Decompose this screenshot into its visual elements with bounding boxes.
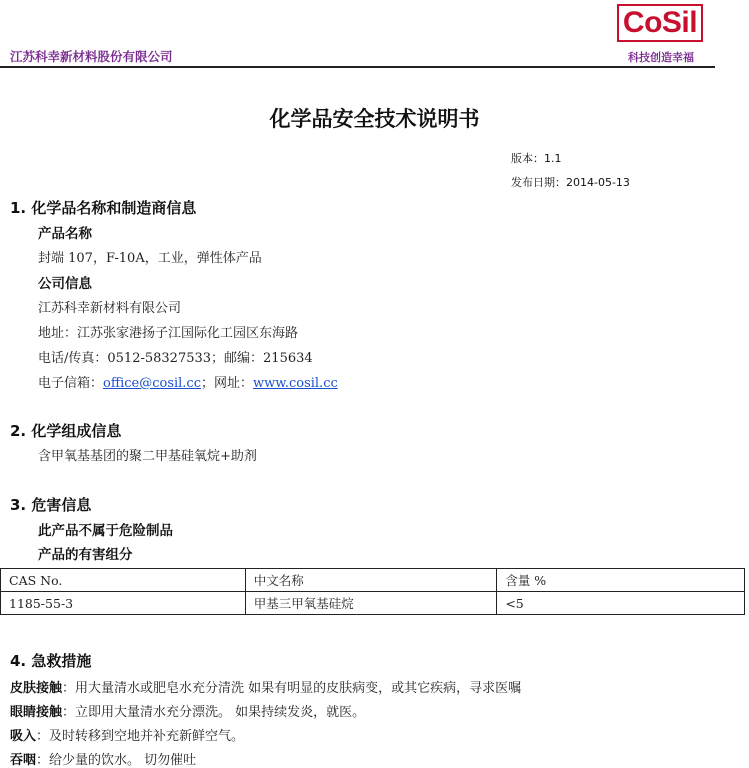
- hazard-note: 此产品不属于危险制品: [38, 523, 173, 539]
- table-cell: 甲基三甲氧基硅烷: [245, 592, 497, 615]
- table-header-cell: 含量 %: [497, 569, 745, 592]
- first-aid-text: ：给少量的饮水。 切勿催吐: [36, 753, 197, 768]
- product-name-label: 产品名称: [38, 226, 92, 242]
- first-aid-text: ：及时转移到空地并补充新鲜空气。: [36, 729, 245, 744]
- version-label: 版本：1.1: [511, 152, 562, 165]
- first-aid-label: 吸入: [10, 729, 37, 744]
- company-address: 地址：江苏张家港扬子江国际化工园区东海路: [38, 326, 299, 341]
- first-aid-text: ：立即用大量清水充分漂洗。 如果持续发炎，就医。: [62, 705, 366, 720]
- section-3-title: 3. 危害信息: [10, 496, 92, 514]
- first-aid-inhale: [10, 725, 244, 744]
- first-aid-text: ：用大量清水或肥皂水充分清洗 如果有明显的皮肤病变，或其它疾病，寻求医嘱: [62, 681, 522, 696]
- first-aid-swallow: [10, 749, 196, 768]
- company-info-label: 公司信息: [38, 276, 92, 292]
- header-divider: [0, 66, 715, 68]
- company-info-name: 江苏科幸新材料有限公司: [38, 301, 182, 316]
- first-aid-skin: [10, 677, 521, 696]
- first-aid-label: 眼睛接触: [10, 705, 63, 720]
- company-name: 江苏科幸新材料股份有限公司: [10, 49, 173, 64]
- section-1-title: 1. 化学品名称和制造商信息: [10, 199, 197, 217]
- email-prefix: 电子信箱：: [38, 376, 104, 391]
- table-cell: <5: [497, 592, 745, 615]
- website-link[interactable]: www.cosil.cc: [253, 376, 338, 391]
- document-title: 化学品安全技术说明书: [269, 107, 480, 131]
- first-aid-label: 吞咽: [10, 753, 37, 768]
- table-header-cell: CAS No.: [1, 569, 246, 592]
- hazard-components-label: 产品的有害组分: [38, 547, 133, 563]
- hazard-table: [0, 568, 745, 615]
- release-date: 发布日期：2014-05-13: [511, 176, 630, 189]
- product-name-value: 封端 107，F-10A，工业，弹性体产品: [38, 251, 262, 266]
- table-header-cell: 中文名称: [245, 569, 497, 592]
- table-cell: 1185-55-3: [1, 592, 246, 615]
- web-prefix: ；网址：: [201, 376, 254, 391]
- section-4-title: 4. 急救措施: [10, 652, 92, 670]
- logo-text: CoSil: [622, 6, 698, 39]
- cosil-logo: [617, 4, 703, 42]
- section-2-title: 2. 化学组成信息: [10, 422, 122, 440]
- contact-line: [38, 372, 338, 391]
- table-header-row: [1, 569, 745, 592]
- first-aid-label: 皮肤接触: [10, 681, 63, 696]
- email-link[interactable]: office@cosil.cc: [103, 376, 201, 391]
- first-aid-eye: [10, 701, 365, 720]
- table-row: [1, 592, 745, 615]
- logo-slogan: 科技创造幸福: [628, 51, 694, 64]
- composition-text: 含甲氧基基团的聚二甲基硅氧烷+助剂: [38, 449, 257, 464]
- company-phone: 电话/传真：0512-58327533；邮编：215634: [38, 351, 313, 366]
